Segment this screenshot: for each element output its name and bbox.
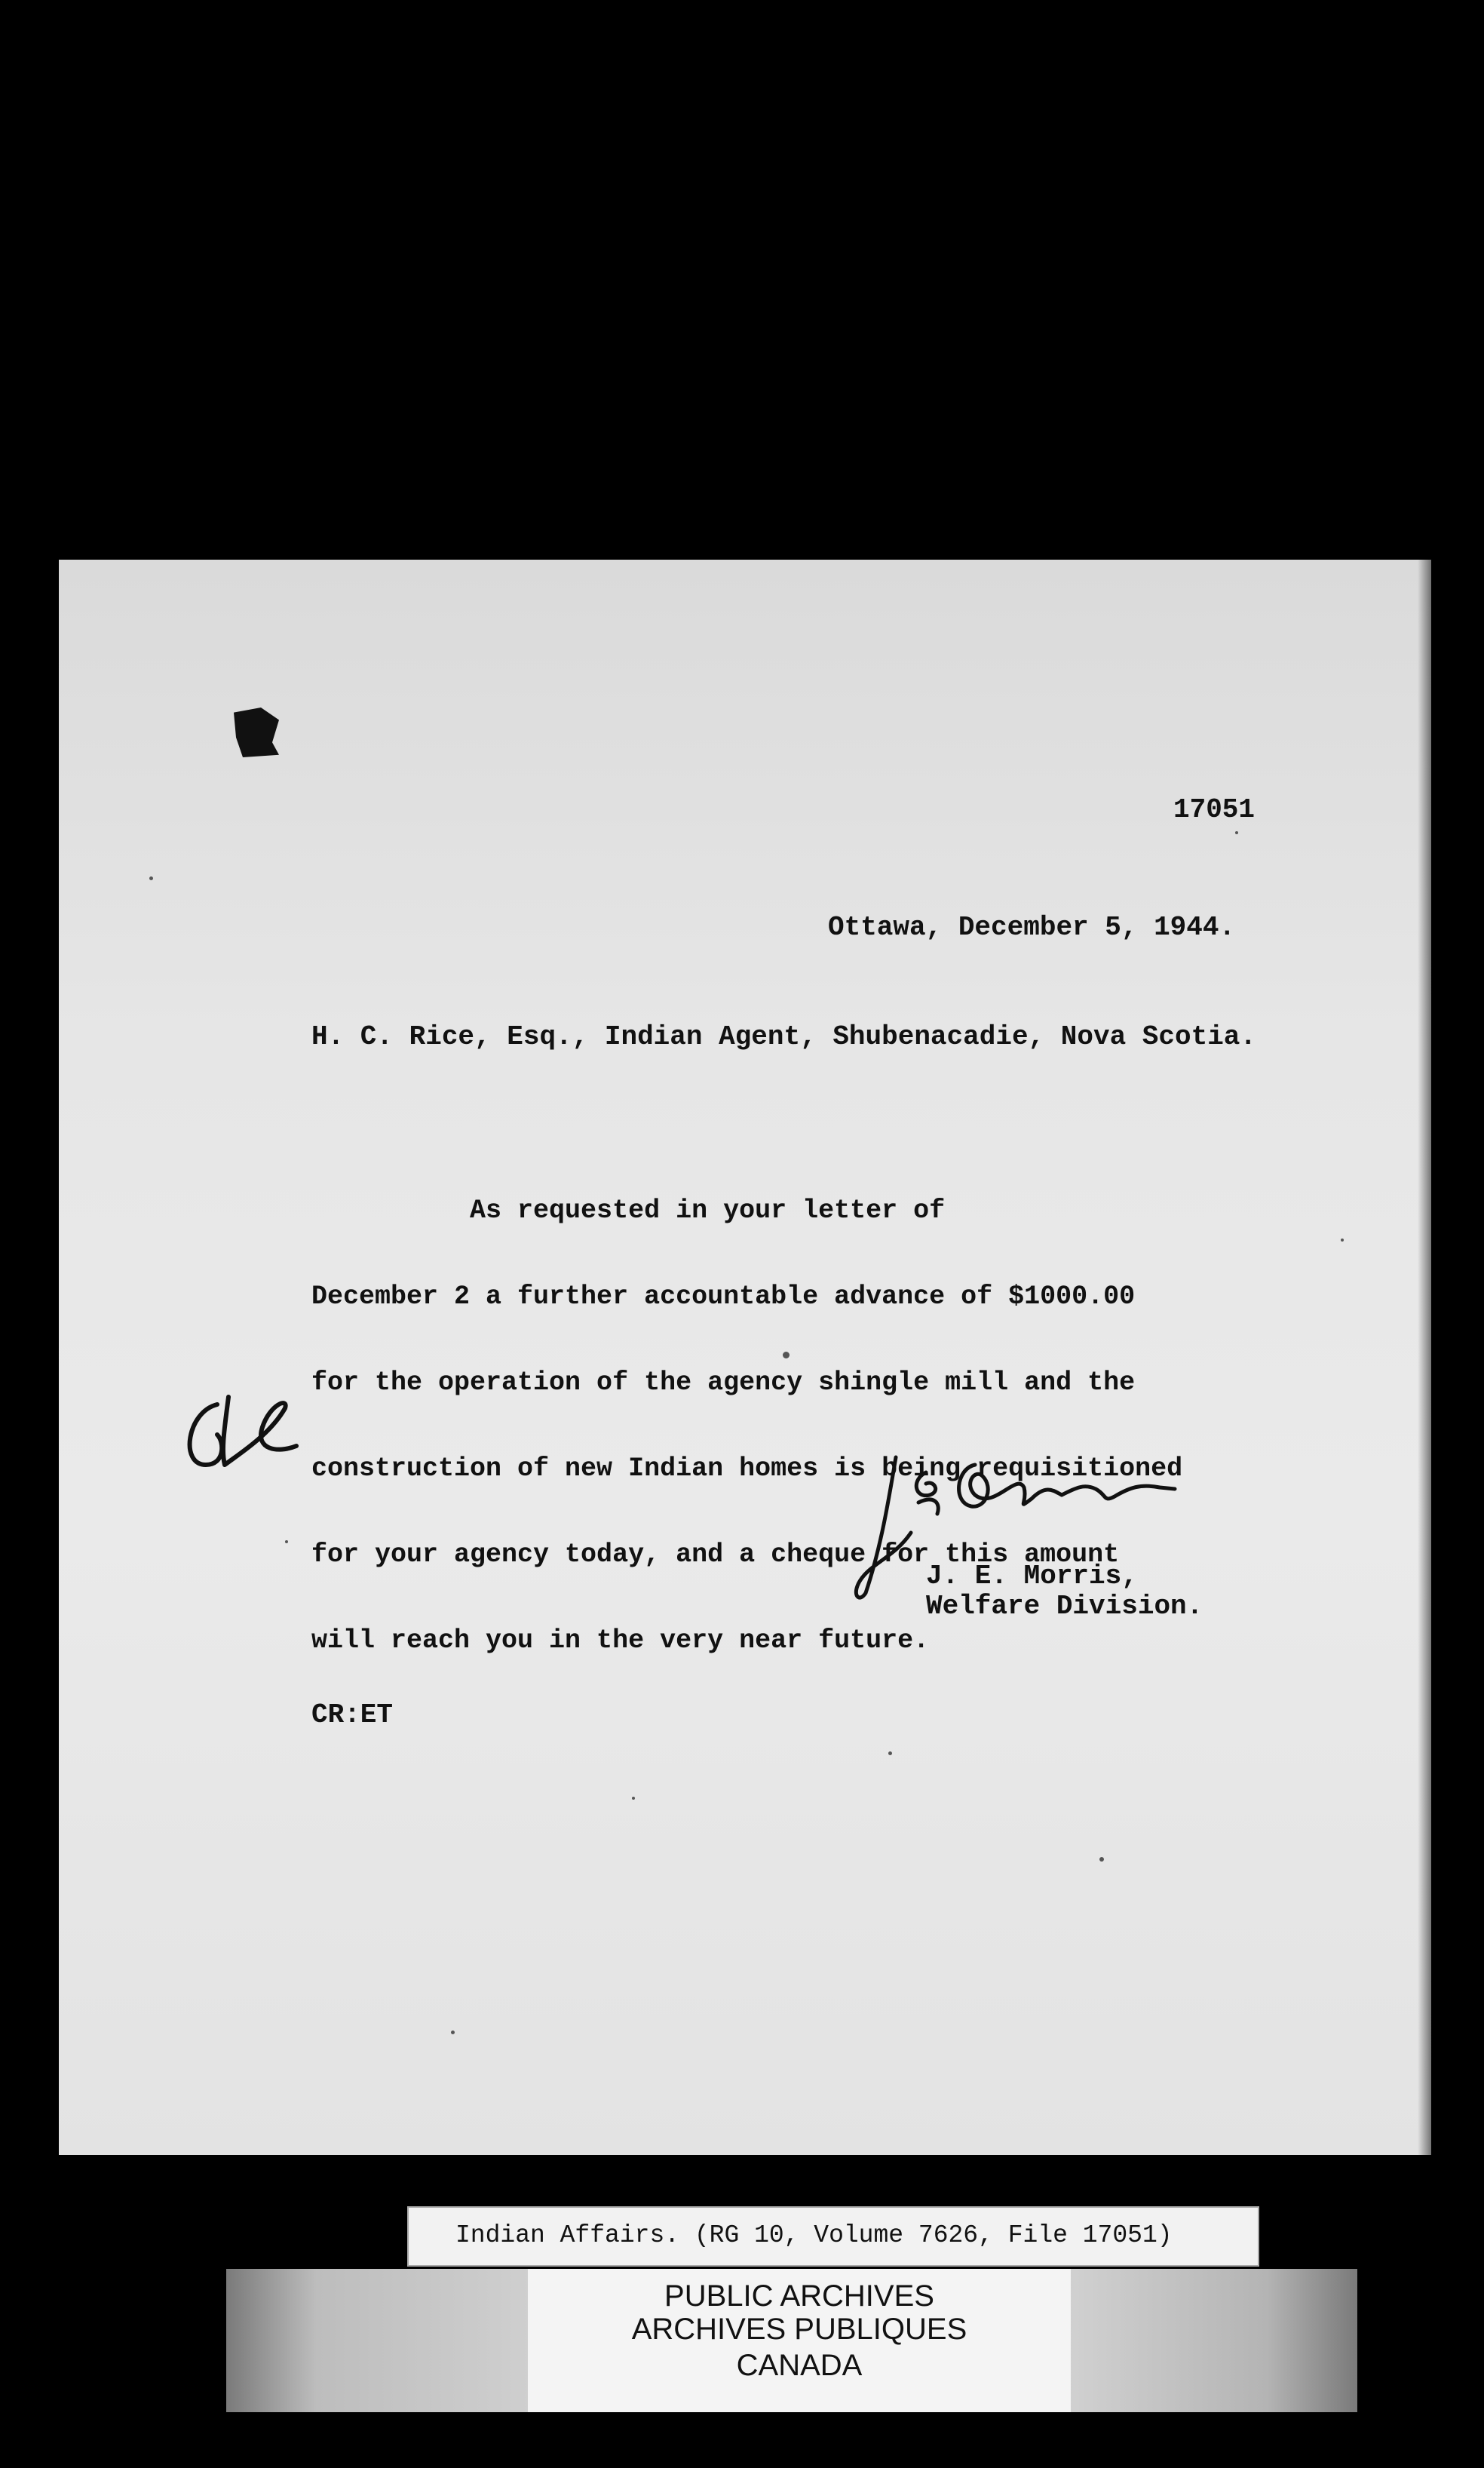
archive-stamp-band (226, 2269, 1357, 2412)
reference-initials: CR:ET (311, 1699, 394, 1730)
body-line: As requested in your letter of (311, 1196, 946, 1226)
dateline: Ottawa, December 5, 1944. (828, 912, 1236, 943)
punch-mark (234, 708, 279, 757)
dust-speck (149, 876, 153, 880)
file-number: 17051 (1173, 794, 1256, 825)
dust-speck (451, 2031, 455, 2034)
archive-line-publiques: ARCHIVES PUBLIQUES (631, 2313, 967, 2346)
body-line: will reach you in the very near future. (311, 1625, 930, 1656)
dust-speck (285, 1540, 288, 1543)
addressee: H. C. Rice, Esq., Indian Agent, Shubenacadie, Nova Scotia. (311, 1021, 1257, 1052)
archive-line-canada: CANADA (736, 2349, 863, 2382)
letter-sheet (59, 560, 1431, 2155)
archive-line-public: PUBLIC ARCHIVES (664, 2279, 934, 2313)
dust-speck (632, 1797, 635, 1800)
body-line: December 2 a further accountable advance of $1000.00 (311, 1282, 1136, 1312)
dust-speck (1235, 831, 1238, 834)
archive-reference: Indian Affairs. (RG 10, Volume 7626, File 17051) (455, 2221, 1173, 2249)
signatory-title: Welfare Division. (926, 1591, 1203, 1622)
archive-stamp (528, 2269, 1071, 2412)
dust-speck (888, 1751, 892, 1755)
signatory-name: J. E. Morris, (926, 1561, 1138, 1592)
body-line: construction of new Indian homes is being requisitioned (311, 1453, 1183, 1484)
letter-body (311, 1139, 1182, 1712)
dust-speck (1099, 1857, 1104, 1862)
body-line: for your agency today, and a cheque for this amount (311, 1539, 1120, 1570)
sheet-edge-shadow (1418, 560, 1431, 2155)
body-line: for the operation of the agency shingle mill and the (311, 1368, 1136, 1398)
handwritten-initials (172, 1382, 308, 1480)
archive-reference-label (407, 2206, 1259, 2267)
dust-speck (1341, 1239, 1344, 1242)
